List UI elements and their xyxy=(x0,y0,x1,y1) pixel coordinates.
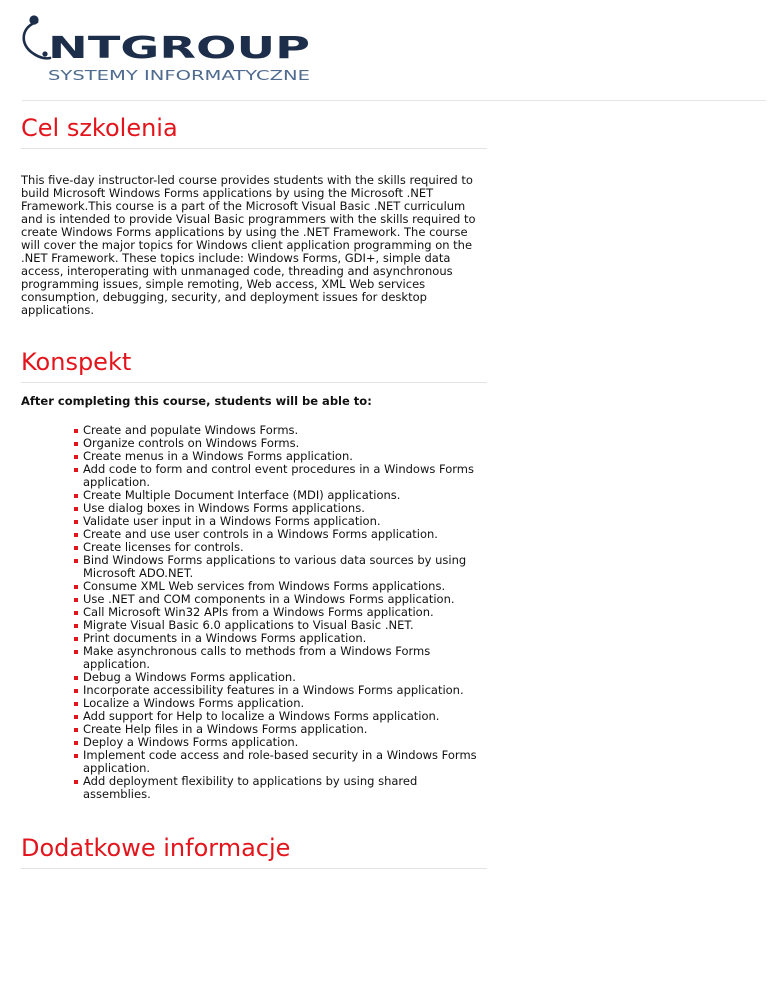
list-item: Make asynchronous calls to methods from a Windows Forms application. xyxy=(83,645,487,671)
list-item: Localize a Windows Forms application. xyxy=(83,697,487,710)
list-item: Create and use user controls in a Windows Forms application. xyxy=(83,528,487,541)
list-item: Create Multiple Document Interface (MDI) applications. xyxy=(83,489,487,502)
section-goal xyxy=(21,112,487,317)
section-additional xyxy=(21,832,487,869)
section-title-outline: Konspekt xyxy=(21,348,132,376)
list-item: Incorporate accessibility features in a Windows Forms application. xyxy=(83,684,487,697)
list-item: Call Microsoft Win32 APIs from a Windows Forms application. xyxy=(83,606,487,619)
list-item: Validate user input in a Windows Forms application. xyxy=(83,515,487,528)
section-divider xyxy=(21,868,487,869)
list-item: Implement code access and role-based security in a Windows Forms application. xyxy=(83,749,487,775)
header-divider xyxy=(22,100,766,101)
list-item: Add code to form and control event procedures in a Windows Forms application. xyxy=(83,463,487,489)
list-item: Consume XML Web services from Windows Forms applications. xyxy=(83,580,487,593)
section-title-goal: Cel szkolenia xyxy=(21,114,178,142)
list-item: Add deployment flexibility to applications by using shared assemblies. xyxy=(83,775,487,801)
section-divider xyxy=(21,382,487,383)
list-item: Debug a Windows Forms application. xyxy=(83,671,487,684)
list-item: Create and populate Windows Forms. xyxy=(83,424,487,437)
list-item: Create licenses for controls. xyxy=(83,541,487,554)
list-item: Create menus in a Windows Forms application. xyxy=(83,450,487,463)
ntgroup-logo[interactable] xyxy=(18,14,318,86)
section-divider xyxy=(21,148,487,149)
list-item: Create Help files in a Windows Forms application. xyxy=(83,723,487,736)
logo-wordmark: NTGROUP xyxy=(48,31,310,66)
list-item: Add support for Help to localize a Windows Forms application. xyxy=(83,710,487,723)
logo-tagline: SYSTEMY INFORMATYCZNE xyxy=(48,69,310,84)
list-item: Organize controls on Windows Forms. xyxy=(83,437,487,450)
outline-list xyxy=(21,424,487,801)
goal-description: This five-day instructor-led course provides students with the skills required to build Microsoft Windows Forms applications by using the Microsoft .NET Framework.This course is a part of the Microsoft Visual Basic .NET curriculum and is intended to provide Visual Basic programmers with the skills required to create Windows Forms applications by using the .NET Framework. The course will cover the major topics for Windows client application programming on the .NET Framework. These topics include: Windows Forms, GDI+, simple data access, interoperating with unmanaged code, threading and asynchronous programming issues, simple remoting, Web access, XML Web services consumption, debugging, security, and deployment issues for desktop applications. xyxy=(21,173,476,317)
main-content xyxy=(21,112,487,869)
section-title-additional: Dodatkowe informacje xyxy=(21,834,291,862)
logo-dot-icon xyxy=(29,15,38,24)
list-item: Bind Windows Forms applications to various data sources by using Microsoft ADO.NET. xyxy=(83,554,487,580)
outline-lead: After completing this course, students will be able to: xyxy=(21,394,372,408)
list-item: Migrate Visual Basic 6.0 applications to Visual Basic .NET. xyxy=(83,619,487,632)
list-item: Use dialog boxes in Windows Forms applications. xyxy=(83,502,487,515)
list-item: Use .NET and COM components in a Windows Forms application. xyxy=(83,593,487,606)
list-item: Print documents in a Windows Forms application. xyxy=(83,632,487,645)
section-outline xyxy=(21,346,487,801)
list-item: Deploy a Windows Forms application. xyxy=(83,736,487,749)
